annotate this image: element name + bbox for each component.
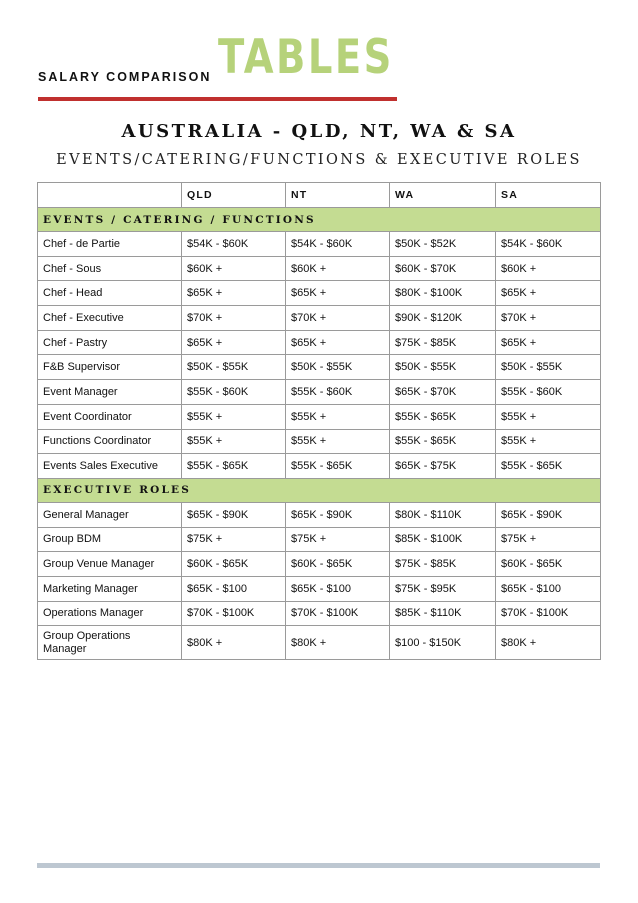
salary-cell-nt: $54K - $60K [286,232,390,257]
salary-cell-qld: $55K - $60K [182,380,286,405]
table-row [38,404,601,429]
salary-cell-nt: $60K - $65K [286,552,390,577]
table-header-row [38,183,601,208]
salary-cell-qld: $70K + [182,306,286,331]
salary-table [37,182,601,660]
salary-cell-qld: $55K - $65K [182,454,286,479]
role-cell: F&B Supervisor [38,355,182,380]
salary-cell-sa: $60K + [496,256,601,281]
footer-rule [37,863,600,868]
table-row [38,306,601,331]
salary-cell-qld: $50K - $55K [182,355,286,380]
salary-cell-sa: $60K - $65K [496,552,601,577]
page-title: AUSTRALIA - QLD, NT, WA & SA [121,121,517,142]
table-row [38,355,601,380]
salary-cell-nt: $65K + [286,281,390,306]
salary-cell-wa: $80K - $110K [390,502,496,527]
role-cell: Marketing Manager [38,576,182,601]
salary-cell-nt: $55K - $65K [286,454,390,479]
salary-cell-nt: $70K + [286,306,390,331]
salary-cell-wa: $75K - $85K [390,552,496,577]
role-cell: Operations Manager [38,601,182,626]
role-cell: Functions Coordinator [38,429,182,454]
salary-cell-qld: $75K + [182,527,286,552]
salary-cell-qld: $65K + [182,330,286,355]
salary-cell-wa: $65K - $70K [390,380,496,405]
role-cell: Group Operations Manager [38,626,182,660]
salary-cell-sa: $75K + [496,527,601,552]
salary-cell-qld: $55K + [182,429,286,454]
role-cell: Chef - Sous [38,256,182,281]
salary-cell-nt: $70K - $100K [286,601,390,626]
salary-cell-sa: $55K + [496,429,601,454]
salary-cell-nt: $65K + [286,330,390,355]
salary-cell-qld: $54K - $60K [182,232,286,257]
salary-cell-wa: $80K - $100K [390,281,496,306]
role-cell: Events Sales Executive [38,454,182,479]
table-row [38,502,601,527]
section-heading: EVENTS / CATERING / FUNCTIONS [38,208,601,232]
role-cell: Group BDM [38,527,182,552]
role-cell: Group Venue Manager [38,552,182,577]
salary-cell-sa: $65K - $100 [496,576,601,601]
column-header-wa: WA [390,183,496,208]
salary-cell-sa: $65K - $90K [496,502,601,527]
salary-cell-qld: $60K + [182,256,286,281]
header-rule [38,97,397,101]
role-cell: Chef - Head [38,281,182,306]
salary-cell-sa: $55K + [496,404,601,429]
table-row [38,601,601,626]
salary-cell-sa: $80K + [496,626,601,660]
role-cell: General Manager [38,502,182,527]
salary-cell-nt: $50K - $55K [286,355,390,380]
salary-cell-qld: $65K - $90K [182,502,286,527]
salary-cell-nt: $75K + [286,527,390,552]
salary-cell-wa: $60K - $70K [390,256,496,281]
salary-cell-nt: $65K - $90K [286,502,390,527]
salary-cell-sa: $65K + [496,281,601,306]
salary-cell-sa: $65K + [496,330,601,355]
role-cell: Chef - Executive [38,306,182,331]
salary-cell-wa: $75K - $85K [390,330,496,355]
salary-cell-qld: $80K + [182,626,286,660]
header-kicker: SALARY COMPARISON [38,70,212,84]
section-row [38,208,601,232]
salary-cell-nt: $55K + [286,429,390,454]
salary-cell-wa: $90K - $120K [390,306,496,331]
role-cell: Chef - de Partie [38,232,182,257]
salary-cell-wa: $85K - $100K [390,527,496,552]
salary-cell-nt: $60K + [286,256,390,281]
role-cell: Event Manager [38,380,182,405]
column-header-qld: QLD [182,183,286,208]
salary-cell-sa: $55K - $65K [496,454,601,479]
salary-cell-qld: $60K - $65K [182,552,286,577]
salary-cell-wa: $100 - $150K [390,626,496,660]
salary-cell-wa: $50K - $55K [390,355,496,380]
salary-cell-nt: $65K - $100 [286,576,390,601]
salary-cell-wa: $75K - $95K [390,576,496,601]
salary-cell-nt: $80K + [286,626,390,660]
table-row [38,256,601,281]
table-row [38,232,601,257]
column-header-role [38,183,182,208]
column-header-nt: NT [286,183,390,208]
table-row [38,454,601,479]
table-row [38,552,601,577]
salary-cell-wa: $55K - $65K [390,404,496,429]
table-row [38,281,601,306]
salary-cell-wa: $50K - $52K [390,232,496,257]
role-cell: Chef - Pastry [38,330,182,355]
salary-cell-wa: $85K - $110K [390,601,496,626]
page-subtitle: EVENTS/CATERING/FUNCTIONS & EXECUTIVE ROLES [56,152,582,168]
table-row [38,380,601,405]
column-header-sa: SA [496,183,601,208]
header-big-title: TABLES [218,30,394,85]
salary-cell-nt: $55K + [286,404,390,429]
table-row [38,626,601,660]
section-row [38,478,601,502]
salary-cell-wa: $55K - $65K [390,429,496,454]
salary-cell-sa: $55K - $60K [496,380,601,405]
salary-cell-wa: $65K - $75K [390,454,496,479]
salary-cell-qld: $65K + [182,281,286,306]
salary-cell-qld: $70K - $100K [182,601,286,626]
salary-cell-nt: $55K - $60K [286,380,390,405]
salary-cell-qld: $65K - $100 [182,576,286,601]
table-row [38,576,601,601]
table-row [38,527,601,552]
table-row [38,330,601,355]
salary-cell-sa: $70K + [496,306,601,331]
table-row [38,429,601,454]
salary-cell-sa: $54K - $60K [496,232,601,257]
table-body [38,208,601,660]
salary-cell-qld: $55K + [182,404,286,429]
section-heading: EXECUTIVE ROLES [38,478,601,502]
header [38,30,398,102]
role-cell: Event Coordinator [38,404,182,429]
salary-cell-sa: $70K - $100K [496,601,601,626]
salary-cell-sa: $50K - $55K [496,355,601,380]
